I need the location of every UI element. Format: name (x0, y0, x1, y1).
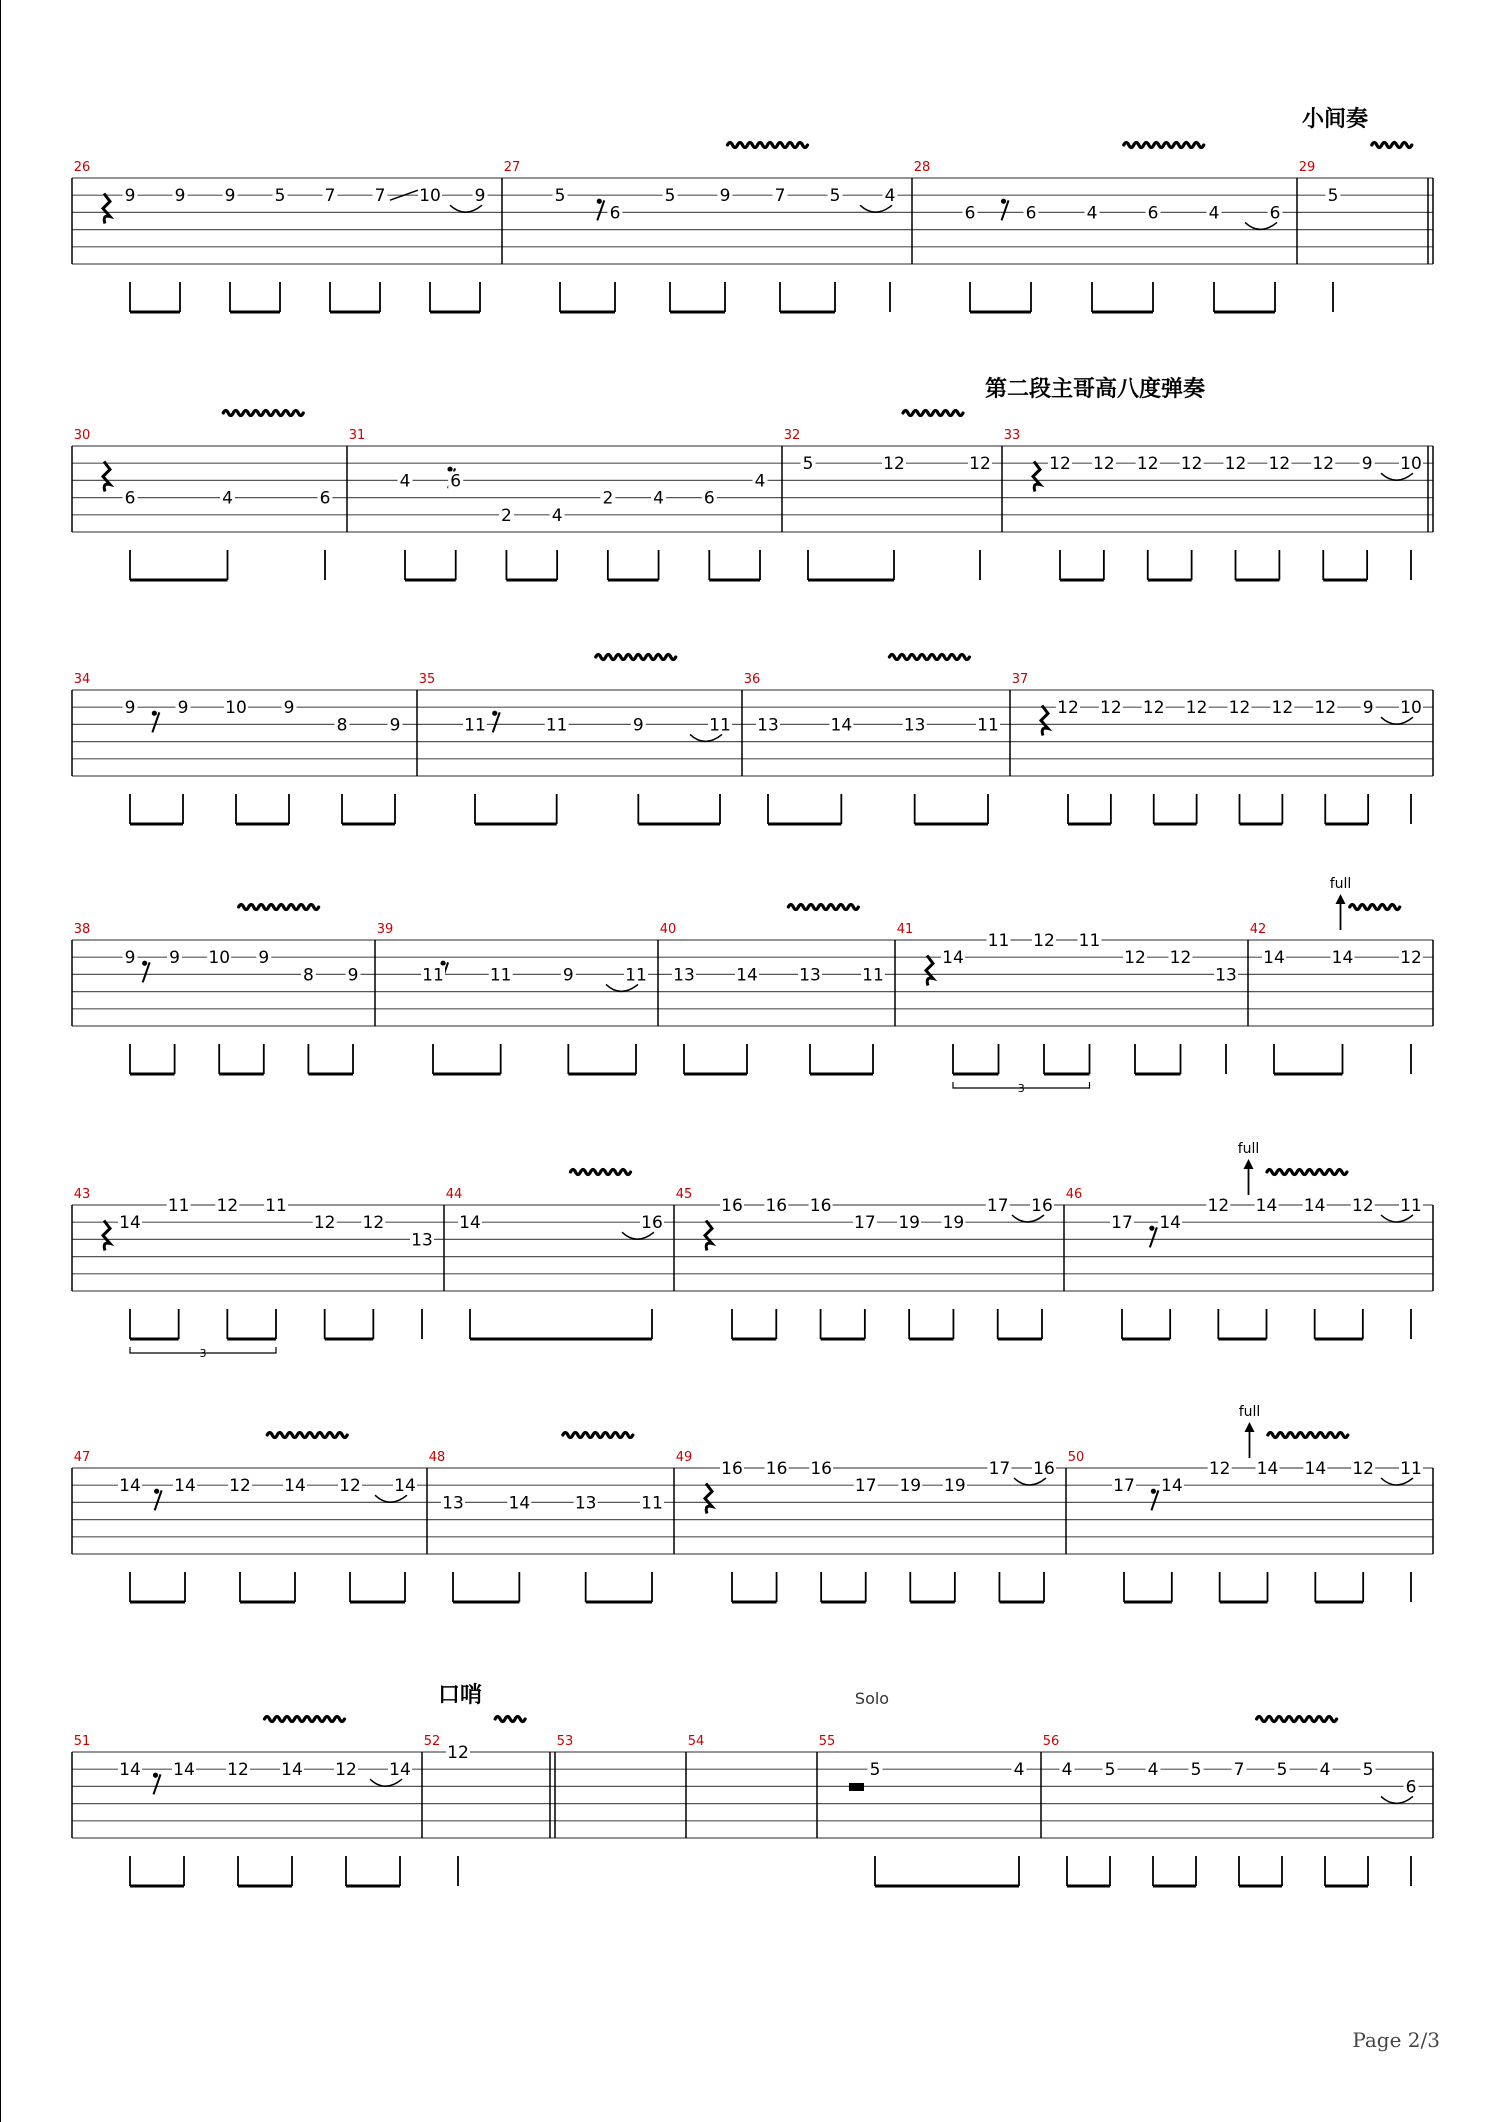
fret-number: 14 (1255, 1196, 1278, 1216)
tie-arc (1245, 222, 1277, 229)
fret-number: 6 (964, 203, 976, 224)
measure-number: 44 (445, 1187, 463, 1202)
tie-arc (860, 205, 892, 212)
fret-number: 13 (1215, 965, 1237, 986)
eighth-rest-dot (492, 711, 497, 716)
fret-number: 14 (1159, 1213, 1181, 1234)
vibrato-mark (563, 1433, 633, 1438)
fret-number: 4 (222, 488, 233, 509)
tie-arc (622, 1232, 654, 1239)
bend-arrowhead (1336, 894, 1346, 904)
measure-number: 41 (896, 922, 914, 937)
fret-number: 6 (319, 488, 331, 509)
eighth-rest-dot (152, 711, 157, 716)
fret-number: 5 (664, 186, 676, 207)
fret-number: 17 (1113, 1476, 1135, 1497)
fret-number: 9 (124, 948, 136, 969)
fret-number: 6 (124, 488, 136, 509)
fret-number: 12 (1352, 1196, 1374, 1216)
tie-arc (1381, 473, 1413, 480)
fret-number: 16 (721, 1459, 743, 1479)
eighth-rest-dot (1149, 1226, 1154, 1231)
fret-number: 14 (119, 1476, 141, 1497)
fret-number: 12 (1208, 1459, 1231, 1479)
fret-number: 12 (1228, 698, 1251, 719)
fret-number: 11 (977, 715, 999, 736)
fret-number: 14 (119, 1760, 141, 1781)
fret-number: 9 (174, 186, 186, 207)
half-rest (849, 1783, 864, 1791)
measure-number: 36 (743, 672, 761, 687)
fret-number: 14 (173, 1760, 195, 1781)
bend-label: full (1329, 876, 1352, 892)
section-header: 口哨 (437, 1683, 483, 1708)
quarter-rest (705, 1220, 712, 1250)
measure-number: 26 (73, 160, 91, 175)
vibrato-mark (571, 1170, 631, 1175)
measure-number: 33 (1003, 428, 1021, 443)
fret-number: 9 (258, 948, 270, 969)
measure-number: 48 (428, 1450, 446, 1465)
measure-number: 30 (73, 428, 91, 443)
fret-number: 12 (1271, 698, 1294, 719)
fret-number: 17 (1111, 1213, 1133, 1234)
fret-number: 5 (274, 186, 286, 207)
vibrato-mark (1268, 1433, 1348, 1438)
triplet-label: 3 (199, 1347, 207, 1360)
fret-number: 12 (1124, 948, 1146, 969)
fret-number: 12 (1352, 1459, 1374, 1479)
fret-number: 7 (774, 186, 786, 207)
fret-number: 9 (177, 698, 189, 719)
fret-number: 16 (1033, 1459, 1055, 1479)
fret-number: 7 (324, 186, 336, 207)
bend-label: full (1237, 1141, 1260, 1157)
page-number: Page 2/3 (1352, 2028, 1440, 2052)
fret-number: 19 (899, 1476, 922, 1497)
measure-number: 32 (783, 428, 801, 443)
bend-arrowhead (1245, 1422, 1255, 1432)
fret-number: 14 (1303, 1196, 1326, 1216)
fret-number: 16 (765, 1459, 788, 1479)
fret-number: 17 (986, 1196, 1009, 1216)
fret-number: 12 (1312, 454, 1335, 475)
fret-number: 19 (898, 1213, 920, 1234)
fret-number: 12 (1049, 454, 1071, 475)
fret-number: 10 (419, 186, 441, 207)
fret-number: 11 (709, 715, 731, 736)
fret-number: 11 (167, 1196, 190, 1216)
fret-number: 4 (1061, 1760, 1073, 1781)
fret-number: 16 (721, 1196, 743, 1216)
fret-number: 16 (1031, 1196, 1053, 1216)
tie-arc (606, 984, 638, 991)
fret-number: 6 (450, 471, 462, 492)
measure-number: 40 (659, 922, 677, 937)
fret-number: 12 (969, 454, 991, 475)
measure-number: 38 (73, 922, 91, 937)
fret-number: 4 (754, 471, 766, 492)
fret-number: 9 (1362, 698, 1374, 719)
section-header: 小间奏 (1301, 107, 1369, 132)
fret-number: 13 (442, 1493, 464, 1514)
fret-number: 5 (1362, 1760, 1374, 1781)
fret-number: 11 (464, 715, 486, 736)
vibrato-mark (265, 1717, 345, 1722)
fret-number: 8 (302, 965, 314, 986)
fret-number: 14 (1331, 948, 1354, 969)
quarter-rest (103, 193, 110, 223)
fret-number: 12 (447, 1743, 469, 1763)
fret-number: 12 (339, 1476, 361, 1497)
quarter-rest (926, 955, 933, 985)
fret-number: 5 (1190, 1760, 1202, 1781)
fret-number: 12 (1314, 698, 1337, 719)
fret-number: 14 (508, 1493, 531, 1514)
measure-number: 51 (73, 1734, 91, 1749)
eighth-rest-dot (142, 961, 147, 966)
fret-number: 17 (854, 1213, 876, 1234)
fret-number: 9 (632, 715, 644, 736)
measure-number: 27 (503, 160, 521, 175)
fret-number: 14 (459, 1213, 481, 1234)
vibrato-mark (267, 1433, 347, 1438)
fret-number: 14 (736, 965, 758, 986)
fret-number: 4 (1086, 203, 1098, 224)
measure-number: 37 (1011, 672, 1029, 687)
fret-number: 13 (574, 1493, 597, 1514)
fret-number: 14 (1304, 1459, 1327, 1479)
fret-number: 14 (284, 1476, 306, 1497)
measure-number: 54 (687, 1734, 705, 1749)
fret-number: 11 (489, 965, 512, 986)
measure-number: 43 (73, 1187, 91, 1202)
fret-number: 17 (854, 1476, 877, 1497)
fret-number: 13 (903, 715, 926, 736)
fret-number: 6 (1147, 203, 1159, 224)
quarter-rest (103, 1220, 110, 1250)
tie-arc (375, 1495, 407, 1502)
fret-number: 5 (802, 454, 814, 475)
quarter-rest (705, 1483, 712, 1513)
vibrato-mark (1124, 143, 1204, 148)
measure-number: 49 (675, 1450, 693, 1465)
fret-number: 5 (554, 186, 566, 207)
fret-number: 12 (1136, 454, 1159, 475)
eighth-rest-dot (1151, 1489, 1156, 1494)
fret-number: 11 (641, 1493, 663, 1514)
fret-number: 16 (765, 1196, 788, 1216)
fret-number: 19 (942, 1213, 965, 1234)
fret-number: 12 (883, 454, 905, 475)
fret-number: 6 (1405, 1777, 1417, 1798)
fret-number: 14 (389, 1760, 411, 1781)
tie-arc (370, 1779, 402, 1786)
fret-number: 19 (944, 1476, 966, 1497)
fret-number: 6 (609, 203, 621, 224)
fret-number: 9 (474, 186, 486, 207)
measure-number: 50 (1067, 1450, 1085, 1465)
quarter-rest (103, 461, 110, 491)
fret-number: 2 (501, 505, 512, 526)
fret-number: 5 (1276, 1760, 1288, 1781)
eighth-rest-dot (597, 199, 602, 204)
tie-arc (690, 734, 722, 741)
vibrato-mark (728, 143, 808, 148)
fret-number: 5 (1104, 1760, 1116, 1781)
measure-number: 29 (1298, 160, 1316, 175)
fret-number: 13 (673, 965, 695, 986)
measure-number: 55 (818, 1734, 836, 1749)
fret-number: 11 (545, 715, 568, 736)
fret-number: 16 (641, 1213, 663, 1234)
fret-number: 12 (362, 1213, 385, 1234)
fret-number: 11 (625, 965, 647, 986)
measure-number: 28 (913, 160, 931, 175)
fret-number: 11 (1400, 1459, 1422, 1479)
fret-number: 9 (719, 186, 731, 207)
fret-number: 13 (799, 965, 821, 986)
fret-number: 4 (1208, 203, 1220, 224)
fret-number: 12 (1033, 931, 1055, 951)
fret-number: 9 (169, 948, 181, 969)
fret-number: 9 (1361, 454, 1373, 475)
fret-number: 14 (119, 1213, 141, 1234)
vibrato-mark (788, 905, 858, 910)
fret-number: 5 (869, 1760, 881, 1781)
fret-number: 12 (1142, 698, 1165, 719)
bend-arrowhead (1244, 1159, 1254, 1169)
measure-number: 47 (73, 1450, 91, 1465)
vibrato-mark (223, 411, 303, 416)
quarter-rest (1041, 705, 1048, 735)
fret-number: 14 (1263, 948, 1285, 969)
tie-arc (450, 205, 482, 212)
fret-number: 14 (830, 715, 853, 736)
fret-number: 17 (988, 1459, 1011, 1479)
fret-number: 12 (1185, 698, 1208, 719)
measure-number: 45 (675, 1187, 693, 1202)
measure-number: 42 (1249, 922, 1267, 937)
fret-number: 9 (389, 715, 401, 736)
fret-number: 5 (1327, 186, 1339, 207)
fret-number: 10 (1400, 454, 1422, 475)
fret-number: 10 (208, 948, 231, 969)
vibrato-mark (239, 905, 319, 910)
fret-number: 12 (1093, 454, 1115, 475)
fret-number: 4 (884, 186, 896, 207)
fret-number: 9 (124, 186, 136, 207)
fret-number: 4 (653, 488, 664, 509)
vibrato-mark (1257, 1717, 1337, 1722)
fret-number: 4 (1147, 1760, 1159, 1781)
measure-number: 52 (423, 1734, 441, 1749)
vibrato-mark (1267, 1170, 1347, 1175)
tie-arc (1381, 717, 1413, 724)
fret-number: 14 (394, 1476, 416, 1497)
fret-number: 9 (562, 965, 574, 986)
measure-number: 35 (418, 672, 436, 687)
tie-arc (1381, 1478, 1413, 1485)
fret-number: 9 (224, 186, 236, 207)
fret-number: 16 (810, 1459, 832, 1479)
eighth-rest-dot (154, 1489, 159, 1494)
fret-number: 12 (313, 1213, 336, 1234)
fret-number: 5 (829, 186, 841, 207)
fret-number: 12 (216, 1196, 239, 1216)
fret-number: 12 (1224, 454, 1247, 475)
tie-arc (1014, 1478, 1046, 1485)
fret-number: 4 (1013, 1760, 1025, 1781)
fret-number: 4 (399, 471, 411, 492)
fret-number: 9 (347, 965, 359, 986)
triplet-label: 3 (1017, 1082, 1025, 1095)
fret-number: 16 (809, 1196, 832, 1216)
fret-number: 11 (265, 1196, 287, 1216)
fret-number: 11 (422, 965, 444, 986)
fret-number: 12 (1169, 948, 1192, 969)
measure-number: 46 (1065, 1187, 1083, 1202)
fret-number: 14 (174, 1476, 196, 1497)
fret-number: 12 (1400, 948, 1422, 969)
fret-number: 6 (1269, 203, 1281, 224)
fret-number: 12 (227, 1760, 249, 1781)
vibrato-mark (1350, 905, 1400, 910)
fret-number: 11 (1400, 1196, 1422, 1216)
fret-number: 6 (703, 488, 715, 509)
eighth-rest-dot (1001, 199, 1006, 204)
measure-number: 53 (556, 1734, 574, 1749)
fret-number: 11 (862, 965, 884, 986)
fret-number: 13 (757, 715, 779, 736)
eighth-rest-dot (153, 1773, 158, 1778)
fret-number: 12 (1057, 698, 1079, 719)
fret-number: 6 (1025, 203, 1037, 224)
fret-number: 7 (374, 186, 386, 207)
vibrato-mark (903, 411, 963, 416)
vibrato-mark (596, 655, 676, 660)
fret-number: 14 (281, 1760, 303, 1781)
fret-number: 14 (1161, 1476, 1183, 1497)
fret-number: 4 (551, 505, 563, 526)
fret-number: 13 (411, 1230, 433, 1251)
measure-number: 34 (73, 672, 91, 687)
fret-number: 12 (229, 1476, 251, 1497)
vibrato-mark (495, 1717, 525, 1722)
fret-number: 12 (1207, 1196, 1230, 1216)
fret-number: 11 (1078, 931, 1101, 951)
fret-number: 12 (335, 1760, 357, 1781)
fret-number: 10 (1400, 698, 1422, 719)
fret-number: 7 (1233, 1760, 1245, 1781)
fret-number: 10 (225, 698, 247, 719)
vibrato-mark (889, 655, 969, 660)
tie-arc (1381, 1215, 1413, 1222)
section-header: 第二段主哥高八度弹奏 (984, 377, 1206, 402)
measure-number: 56 (1042, 1734, 1060, 1749)
tie-arc (1012, 1215, 1044, 1222)
fret-number: 12 (1180, 454, 1203, 475)
fret-number: 14 (942, 948, 964, 969)
fret-number: 12 (1100, 698, 1122, 719)
measure-number: 39 (376, 922, 394, 937)
fret-number: 9 (124, 698, 136, 719)
fret-number: 12 (1268, 454, 1291, 475)
measure-number: 31 (348, 428, 366, 443)
vibrato-mark (1372, 143, 1412, 148)
fret-number: 4 (1319, 1760, 1331, 1781)
fret-number: 8 (336, 715, 348, 736)
fret-number: 9 (283, 698, 295, 719)
fret-number: 2 (602, 488, 614, 509)
tie-arc (1381, 1796, 1413, 1803)
quarter-rest (1033, 461, 1040, 491)
fret-number: 14 (1256, 1459, 1279, 1479)
section-subheader: Solo (854, 1689, 890, 1708)
bend-label: full (1238, 1404, 1261, 1420)
fret-number: 11 (987, 931, 1010, 951)
